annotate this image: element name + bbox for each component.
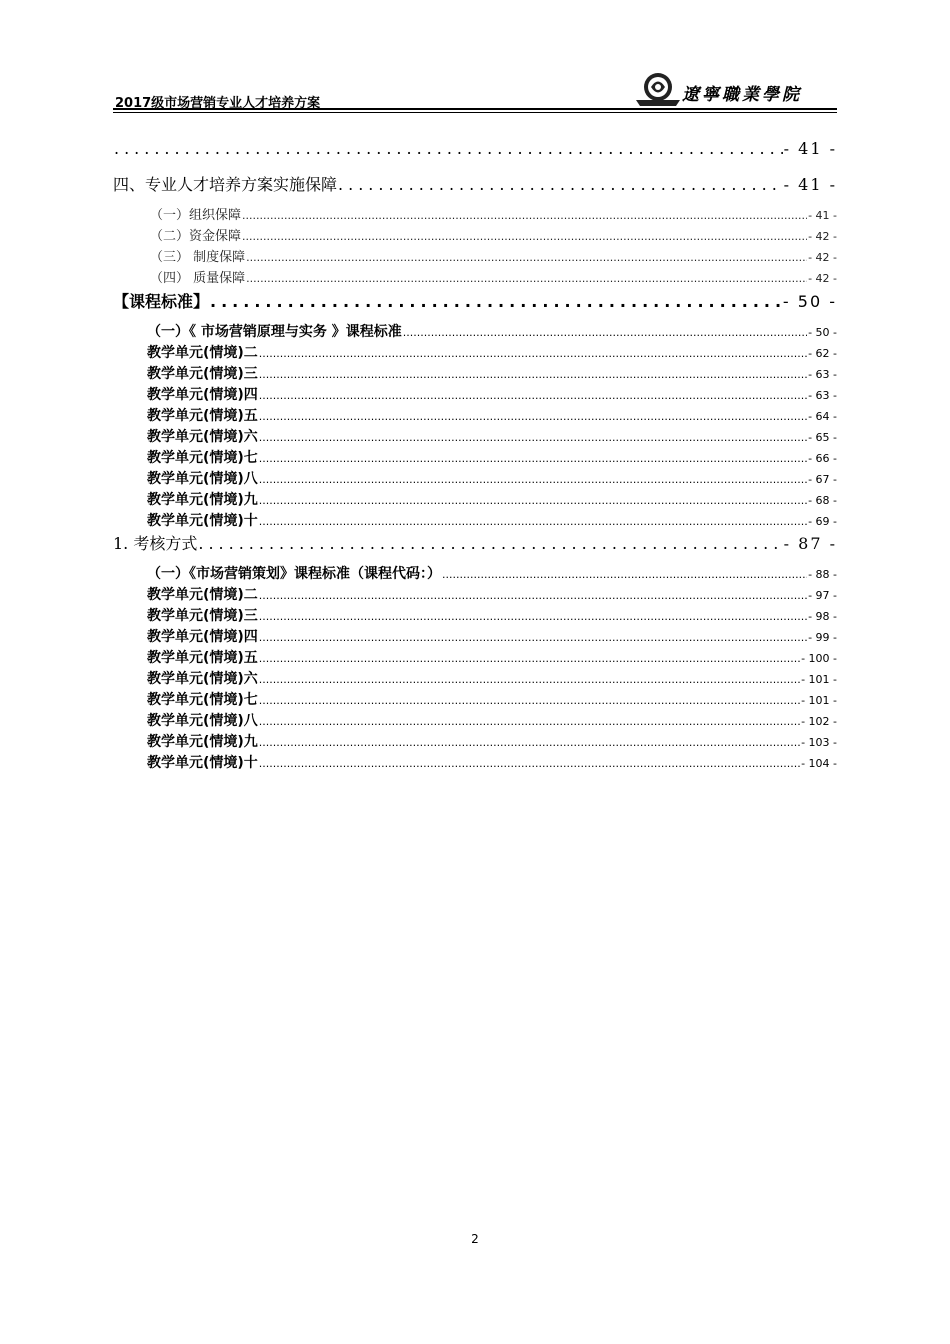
toc-entry-label: 四、专业人才培养方案实施保障 xyxy=(113,175,338,194)
toc-leader xyxy=(246,251,807,264)
toc-entry-page: - 41 - xyxy=(783,139,837,158)
toc-leader xyxy=(242,209,807,222)
toc-entry-page: - 101 - xyxy=(801,673,837,686)
toc-entry-label: 教学单元(情境)四 xyxy=(147,629,258,645)
toc-entry-label: （四） 质量保障 xyxy=(150,271,246,286)
toc-entry-label: 教学单元(情境)五 xyxy=(147,650,258,666)
toc-entry[interactable] xyxy=(150,267,837,287)
toc-leader xyxy=(242,230,807,243)
toc-entry-page: - 102 - xyxy=(801,715,837,728)
toc-leader xyxy=(259,736,800,749)
toc-entry-label: 教学单元(情境)三 xyxy=(147,366,258,382)
toc-leader xyxy=(259,610,807,623)
toc-leader xyxy=(403,326,807,339)
toc-entry-page: - 66 - xyxy=(808,452,837,465)
toc-entry[interactable] xyxy=(147,647,837,667)
toc-entry[interactable] xyxy=(113,172,837,194)
toc-entry-page: - 103 - xyxy=(801,736,837,749)
toc-entry[interactable] xyxy=(147,363,837,383)
toc-entry[interactable] xyxy=(147,405,837,425)
toc-leader xyxy=(259,473,807,486)
toc-entry-page: - 98 - xyxy=(808,610,837,623)
toc-leader xyxy=(259,589,807,602)
toc-leader xyxy=(259,757,800,770)
toc-entry-label: 教学单元(情境)二 xyxy=(147,587,258,603)
toc-entry-label: （二）资金保障 xyxy=(150,229,242,244)
toc-entry-label: （一）《市场营销策划》课程标准（课程代码：） xyxy=(147,566,441,582)
toc-leader xyxy=(210,292,782,311)
toc-entry-page: - 63 - xyxy=(808,389,837,402)
toc-entry-page: - 97 - xyxy=(808,589,837,602)
toc-entry-page: - 63 - xyxy=(808,368,837,381)
toc-leader xyxy=(259,368,807,381)
document-title: 2017级市场营销专业人才培养方案 xyxy=(115,96,321,111)
toc-entry[interactable] xyxy=(147,626,837,646)
toc-leader xyxy=(259,347,807,360)
toc-entry-label: 教学单元(情境)九 xyxy=(147,492,258,508)
toc-entry-label: 教学单元(情境)八 xyxy=(147,471,258,487)
toc-entry-label: 教学单元(情境)五 xyxy=(147,408,258,424)
college-logo-lettering: 遼寧職業學院 xyxy=(682,85,802,105)
toc-leader xyxy=(259,389,807,402)
toc-entry[interactable] xyxy=(150,204,837,224)
toc-leader xyxy=(259,631,807,644)
toc-leader xyxy=(198,534,782,553)
toc-entry-label: 教学单元(情境)三 xyxy=(147,608,258,624)
toc-leader xyxy=(259,494,807,507)
toc-entry-page: - 42 - xyxy=(808,230,837,243)
toc-entry[interactable] xyxy=(147,584,837,604)
toc-entry[interactable] xyxy=(147,563,837,583)
toc-entry-page: - 50 - xyxy=(808,326,837,339)
toc-leader xyxy=(442,568,807,581)
toc-entry[interactable] xyxy=(147,605,837,625)
toc-entry-label: 【课程标准】 xyxy=(113,292,210,311)
toc-entry-page: - 68 - xyxy=(808,494,837,507)
toc-entry-page: - 62 - xyxy=(808,347,837,360)
toc-leader xyxy=(259,515,807,528)
toc-entry-page: - 104 - xyxy=(801,757,837,770)
toc-leader xyxy=(114,139,783,158)
toc-leader xyxy=(259,452,807,465)
toc-entry-page: - 100 - xyxy=(801,652,837,665)
toc-entry-label: （一）组织保障 xyxy=(150,208,242,223)
toc-entry[interactable] xyxy=(113,139,837,161)
toc-entry[interactable] xyxy=(147,384,837,404)
toc-entry[interactable] xyxy=(147,689,837,709)
header-rule xyxy=(113,108,837,110)
toc-entry-page: - 101 - xyxy=(801,694,837,707)
toc-leader xyxy=(259,431,807,444)
toc-entry[interactable] xyxy=(147,489,837,509)
toc-entry-page: - 65 - xyxy=(808,431,837,444)
toc-entry-label: 教学单元(情境)二 xyxy=(147,345,258,361)
toc-entry[interactable] xyxy=(147,510,837,530)
toc-leader xyxy=(259,652,800,665)
toc-entry[interactable] xyxy=(147,668,837,688)
toc-entry[interactable] xyxy=(150,246,837,266)
toc-entry-page: - 64 - xyxy=(808,410,837,423)
toc-entry[interactable] xyxy=(147,731,837,751)
toc-entry-label: 教学单元(情境)九 xyxy=(147,734,258,750)
toc-entry-page: - 41 - xyxy=(783,175,837,194)
toc-entry-page: - 50 - xyxy=(782,292,837,311)
toc-entry-label: 教学单元(情境)七 xyxy=(147,450,258,466)
toc-leader xyxy=(259,673,800,686)
toc-entry[interactable] xyxy=(147,342,837,362)
toc-entry[interactable] xyxy=(147,426,837,446)
toc-entry[interactable] xyxy=(147,321,837,341)
toc-leader xyxy=(259,410,807,423)
toc-entry-label: 教学单元(情境)八 xyxy=(147,713,258,729)
toc-entry-page: - 87 - xyxy=(783,534,837,553)
toc-leader xyxy=(246,272,807,285)
toc-entry[interactable] xyxy=(147,447,837,467)
toc-entry-page: - 67 - xyxy=(808,473,837,486)
toc-entry-label: 教学单元(情境)六 xyxy=(147,429,258,445)
toc-entry-label: （三） 制度保障 xyxy=(150,250,246,265)
toc-entry-page: - 42 - xyxy=(808,251,837,264)
toc-entry-label: 教学单元(情境)六 xyxy=(147,671,258,687)
page-number: 2 xyxy=(471,1232,479,1246)
toc-entry[interactable] xyxy=(113,289,837,311)
toc-leader xyxy=(259,715,800,728)
toc-entry[interactable] xyxy=(113,531,837,553)
toc-leader xyxy=(259,694,800,707)
toc-entry-label: 1. 考核方式 xyxy=(113,534,198,553)
toc-entry-page: - 42 - xyxy=(808,272,837,285)
toc-entry[interactable] xyxy=(147,710,837,730)
toc-entry[interactable] xyxy=(150,225,837,245)
toc-entry-page: - 99 - xyxy=(808,631,837,644)
toc-entry[interactable] xyxy=(147,752,837,772)
toc-entry-page: - 69 - xyxy=(808,515,837,528)
toc-entry-label: 教学单元(情境)七 xyxy=(147,692,258,708)
toc-entry-page: - 88 - xyxy=(808,568,837,581)
header-rule-thin xyxy=(113,112,837,113)
toc-entry-label: （一）《 市场营销原理与实务 》课程标准 xyxy=(147,324,402,340)
toc-entry[interactable] xyxy=(147,468,837,488)
toc-entry-label: 教学单元(情境)四 xyxy=(147,387,258,403)
toc-entry-label: 教学单元(情境)十 xyxy=(147,513,258,529)
toc-entry-label: 教学单元(情境)十 xyxy=(147,755,258,771)
toc-leader xyxy=(338,175,783,194)
toc-entry-page: - 41 - xyxy=(808,209,837,222)
